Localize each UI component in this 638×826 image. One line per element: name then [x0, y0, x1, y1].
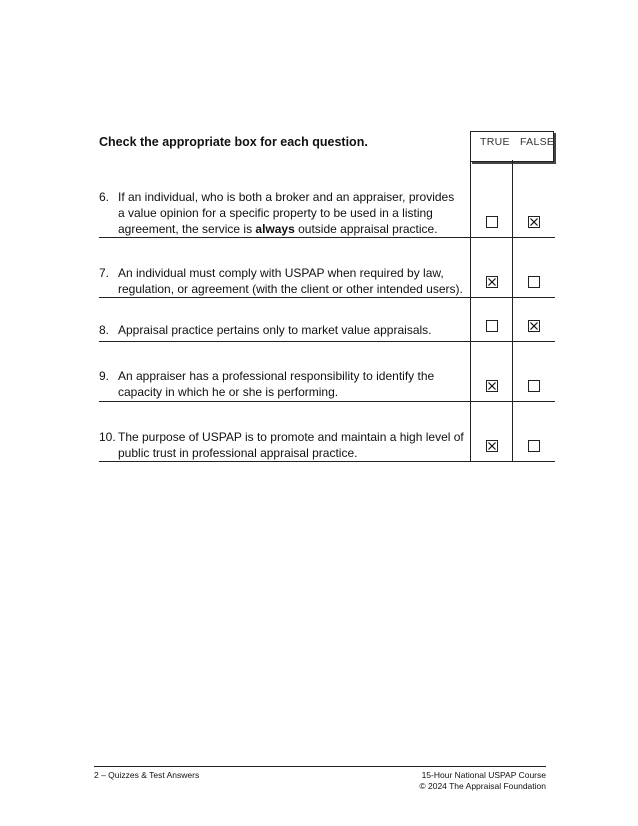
- question-9: [99, 368, 464, 400]
- question-text: If an individual, who is both a broker and an appraiser, provides a value opinion for a specific property to be used in a listing agreement, the service is always outside appraisal practice.: [118, 190, 455, 236]
- footer-rule: [94, 766, 546, 767]
- footer-section-label: 2 – Quizzes & Test Answers: [94, 770, 200, 780]
- footer-course-info: [419, 770, 546, 792]
- q7-true-checkbox[interactable]: [486, 276, 498, 288]
- emphasis-word: always: [255, 222, 295, 236]
- q9-true-checkbox[interactable]: [486, 380, 498, 392]
- column-divider-left: [470, 160, 471, 462]
- q10-false-checkbox[interactable]: [528, 440, 540, 452]
- question-text: An individual must comply with USPAP when required by law, regulation, or agreement (with the client or other intended users).: [118, 266, 463, 296]
- question-number: 10.: [99, 430, 116, 444]
- question-6: [99, 189, 464, 237]
- row-divider: [99, 297, 555, 298]
- instruction-text: Check the appropriate box for each question.: [99, 135, 368, 149]
- x-mark-icon: [487, 277, 497, 287]
- q8-false-checkbox[interactable]: [528, 320, 540, 332]
- question-number: 8.: [99, 323, 110, 337]
- question-number: 9.: [99, 369, 110, 383]
- row-divider: [99, 461, 555, 462]
- answer-column-header: [470, 131, 554, 162]
- row-divider: [99, 401, 555, 402]
- footer-copyright: © 2024 The Appraisal Foundation: [419, 781, 546, 791]
- q10-true-checkbox[interactable]: [486, 440, 498, 452]
- q9-false-checkbox[interactable]: [528, 380, 540, 392]
- q6-true-checkbox[interactable]: [486, 216, 498, 228]
- x-mark-icon: [529, 217, 539, 227]
- x-mark-icon: [487, 441, 497, 451]
- footer-course-title: 15-Hour National USPAP Course: [421, 770, 546, 780]
- question-text: An appraiser has a professional responsibility to identify the capacity in which he or she is performing.: [118, 369, 435, 399]
- question-text: The purpose of USPAP is to promote and maintain a high level of public trust in professional appraisal practice.: [118, 430, 464, 460]
- x-mark-icon: [487, 381, 497, 391]
- x-mark-icon: [529, 321, 539, 331]
- row-divider: [99, 237, 555, 238]
- question-text: Appraisal practice pertains only to market value appraisals.: [118, 323, 432, 337]
- question-number: 6.: [99, 190, 110, 204]
- true-column-label: TRUE: [480, 136, 510, 148]
- question-number: 7.: [99, 266, 110, 280]
- q7-false-checkbox[interactable]: [528, 276, 540, 288]
- column-divider-middle: [512, 160, 513, 462]
- false-column-label: FALSE: [520, 136, 555, 148]
- row-divider: [99, 341, 555, 342]
- question-8: [99, 322, 464, 338]
- q6-false-checkbox[interactable]: [528, 216, 540, 228]
- question-7: [99, 265, 464, 297]
- question-10: [99, 429, 464, 461]
- q8-true-checkbox[interactable]: [486, 320, 498, 332]
